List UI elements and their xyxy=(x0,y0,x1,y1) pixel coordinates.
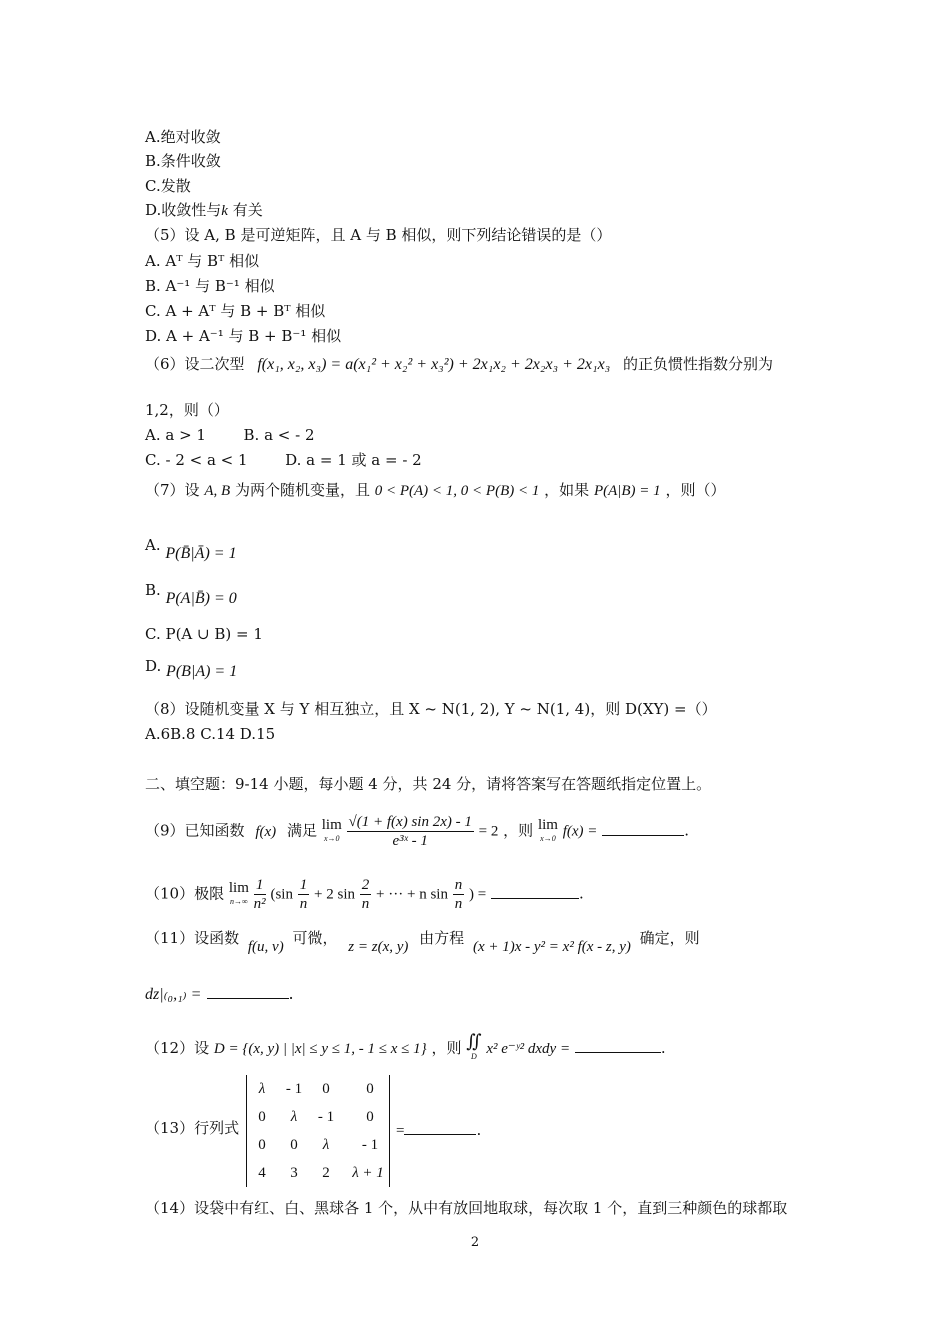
q11-line1 xyxy=(145,928,700,955)
q6-option-b: B. a < - 2 xyxy=(243,426,315,444)
q13-cell-1-2: - 1 xyxy=(285,1081,303,1097)
q11-mid2: 由方程 xyxy=(419,929,465,947)
q9-lim-sub: x→0 xyxy=(323,833,340,843)
q13-cell-4-4: λ + 1 xyxy=(352,1165,384,1181)
q13-cell-1-1: λ xyxy=(258,1081,266,1097)
q13-cell-4-2: 3 xyxy=(290,1165,298,1181)
q11-mid1: 可微， xyxy=(292,929,338,947)
q13-cell-4-1: 4 xyxy=(258,1165,266,1181)
q11-answer-blank[interactable] xyxy=(207,984,289,999)
q10-frac3-den: n xyxy=(361,896,370,912)
q7-option-b-label: B. xyxy=(145,581,161,599)
q10-fraction-4 xyxy=(453,876,465,913)
q4-option-c: C.发散 xyxy=(145,177,191,195)
q9-function: f(x) xyxy=(255,823,277,840)
q10-body-b: + 2 sin xyxy=(314,886,355,903)
q13-determinant xyxy=(246,1075,390,1187)
q13-cell-1-3: 0 xyxy=(322,1081,330,1097)
q12-integral-sub: D xyxy=(471,1052,477,1061)
q10-body-d: ) = xyxy=(469,886,487,903)
q12-integral-sign: ∬ xyxy=(466,1031,482,1051)
q9-lim2-body: f(x) = xyxy=(562,823,598,840)
q10 xyxy=(145,876,584,922)
q9-end: . xyxy=(684,821,689,840)
q6-stem-line2: 1,2，则（） xyxy=(145,401,229,419)
q9-denominator: e³ˣ - 1 xyxy=(392,833,428,849)
q10-lim-word: lim xyxy=(228,879,249,896)
q11-end: 确定，则 xyxy=(639,929,700,947)
q5-option-d: D. A + A⁻¹ 与 B + B⁻¹ 相似 xyxy=(145,327,342,345)
q10-frac1-den: n² xyxy=(253,896,266,912)
page-number: 2 xyxy=(470,1235,480,1250)
q12 xyxy=(145,1031,666,1070)
q10-limit xyxy=(229,881,249,909)
q7-option-a-expr: P(B̄|Ā) = 1 xyxy=(165,545,237,562)
q7-stem-if: ，如果 xyxy=(544,481,590,499)
q7-stem xyxy=(145,480,725,501)
q4-option-d xyxy=(145,200,263,221)
q10-body-c: + ··· + n sin xyxy=(376,886,448,903)
q13-cell-2-4: 0 xyxy=(366,1109,374,1125)
q13-cell-3-1: 0 xyxy=(258,1137,266,1153)
q12-pre: （12）设 xyxy=(145,1039,210,1057)
q9-answer-blank[interactable] xyxy=(602,821,684,836)
q10-frac2-num: 1 xyxy=(299,877,308,893)
q13-end: . xyxy=(476,1121,482,1139)
q7-option-a xyxy=(145,535,237,562)
q13-answer-blank[interactable] xyxy=(404,1120,476,1135)
q13-cell-3-4: - 1 xyxy=(361,1137,379,1153)
q7-stem-pre: （7）设 xyxy=(145,481,200,499)
q11-dz: dz|₍₀,₁₎ = xyxy=(145,986,202,1003)
q13-cell-3-3: λ xyxy=(322,1137,330,1153)
q9-lim2-word: lim xyxy=(537,816,558,833)
q12-domain: D = {(x, y) | |x| ≤ y ≤ 1, - 1 ≤ x ≤ 1} xyxy=(213,1041,427,1057)
q7-given: P(A|B) = 1 xyxy=(593,483,661,499)
q13-cell-2-2: λ xyxy=(290,1109,298,1125)
q13-cell-1-4: 0 xyxy=(366,1081,374,1097)
q6-option-c: C. - 2 < a < 1 xyxy=(145,451,248,469)
q7-vars: A, B xyxy=(204,483,231,499)
q10-frac4-num: n xyxy=(454,877,463,893)
q7-stem-mid: 为两个随机变量，且 xyxy=(234,481,370,499)
q10-lim-sub: n→∞ xyxy=(230,896,248,906)
q10-frac1-num: 1 xyxy=(254,876,266,895)
q6-option-a: A. a > 1 xyxy=(145,426,206,444)
q10-fraction-1 xyxy=(254,876,266,913)
q7-option-d-expr: P(B|A) = 1 xyxy=(166,663,238,680)
q12-integral xyxy=(466,1031,482,1064)
q6-options-row2 xyxy=(145,450,422,470)
q10-pre: （10）极限 xyxy=(145,884,225,903)
q10-body-a: (sin xyxy=(270,886,293,903)
q13-label: （13）行列式 xyxy=(145,1119,240,1137)
q13-cell-2-3: - 1 xyxy=(317,1109,335,1125)
q8-options: A.6B.8 C.14 D.15 xyxy=(145,725,276,743)
q13-cell-3-2: 0 xyxy=(290,1137,298,1153)
q11-function: f(u, v) xyxy=(247,939,284,955)
q7-option-a-label: A. xyxy=(145,536,161,554)
q6-option-d: D. a = 1 或 a = - 2 xyxy=(285,451,422,469)
q12-integrand: x² e⁻ʸ² dxdy = xyxy=(486,1041,571,1057)
q6-formula: f(x₁, x₂, x₃) = a(x₁² + x₂² + x₃²) + 2x₁x₂ + 2x₂x₃ + 2x₁x₃ xyxy=(257,356,611,373)
q9-numerator: √(1 + f(x) sin 2x) - 1 xyxy=(348,814,472,830)
q8-stem: （8）设随机变量 X 与 Y 相互独立，且 X ~ N(1, 2), Y ~ N(1, 4)，则 D(XY) =（） xyxy=(145,700,717,718)
q5-stem: （5）设 A, B 是可逆矩阵，且 A 与 B 相似，则下列结论错误的是（） xyxy=(145,226,612,244)
q9 xyxy=(145,813,689,859)
q7-option-d xyxy=(145,656,238,680)
q11-line2 xyxy=(145,984,294,1005)
q9-pre: （9）已知函数 xyxy=(145,821,245,840)
q6-options-row1 xyxy=(145,425,315,445)
q7-option-b-expr: P(A|B̄) = 0 xyxy=(165,590,237,607)
q11-pre: （11）设函数 xyxy=(145,929,240,947)
q4-option-d-suffix: 有关 xyxy=(227,201,263,219)
q10-end: . xyxy=(579,884,584,903)
q9-equals: = 2 xyxy=(478,823,499,840)
q10-frac3-num: 2 xyxy=(361,877,370,893)
q13-cell-2-1: 0 xyxy=(258,1109,266,1125)
q9-limit-2 xyxy=(538,818,558,846)
q9-limit xyxy=(322,818,342,846)
q12-then: ，则 xyxy=(431,1039,462,1057)
q12-answer-blank[interactable] xyxy=(575,1038,661,1053)
q4-option-d-var: k xyxy=(221,203,228,219)
q13-equals: = xyxy=(396,1123,405,1139)
section-2-heading: 二、填空题：9-14 小题，每小题 4 分，共 24 分，请将答案写在答题纸指定位置上。 xyxy=(145,775,712,793)
q5-option-a: A. Aᵀ 与 Bᵀ 相似 xyxy=(145,252,260,270)
q4-option-d-prefix: D.收敛性与 xyxy=(145,201,222,219)
q10-frac2-den: n xyxy=(299,896,308,912)
q10-answer-blank[interactable] xyxy=(491,884,579,899)
q5-option-b: B. A⁻¹ 与 B⁻¹ 相似 xyxy=(145,277,275,295)
q7-option-d-label: D. xyxy=(145,657,162,675)
q9-then: ，则 xyxy=(503,821,534,840)
q12-end: . xyxy=(660,1039,666,1057)
q10-frac4-den: n xyxy=(454,896,463,912)
q9-fraction xyxy=(347,813,474,850)
q7-option-b xyxy=(145,580,237,607)
q7-stem-end: ，则（） xyxy=(665,481,726,499)
q9-lim-word: lim xyxy=(321,816,342,833)
q13-answer xyxy=(396,1120,481,1141)
q9-mid: 满足 xyxy=(286,821,317,840)
q11-equation: (x + 1)x - y² = x² f(x - z, y) xyxy=(472,939,631,955)
q6-stem xyxy=(145,354,773,375)
q13-cell-4-3: 2 xyxy=(322,1165,330,1181)
q14-stem: （14）设袋中有红、白、黑球各 1 个，从中有放回地取球，每次取 1 个，直到三种颜色的球都取 xyxy=(145,1199,788,1217)
q6-stem-pre: （6）设二次型 xyxy=(145,355,245,373)
q4-option-b: B.条件收敛 xyxy=(145,152,221,170)
q10-fraction-3 xyxy=(360,876,372,913)
q7-condition: 0 < P(A) < 1, 0 < P(B) < 1 xyxy=(374,483,540,499)
q7-option-c: C. P(A ∪ B) = 1 xyxy=(145,625,263,643)
q6-stem-post: 的正负惯性指数分别为 xyxy=(623,355,774,373)
q5-option-c: C. A + Aᵀ 与 B + Bᵀ 相似 xyxy=(145,302,326,320)
q11-z: z = z(x, y) xyxy=(348,939,409,955)
q9-lim2-sub: x→0 xyxy=(540,833,556,843)
q11-dot: . xyxy=(288,984,294,1003)
q4-option-a: A.绝对收敛 xyxy=(145,128,221,146)
q10-fraction-2 xyxy=(298,876,310,913)
